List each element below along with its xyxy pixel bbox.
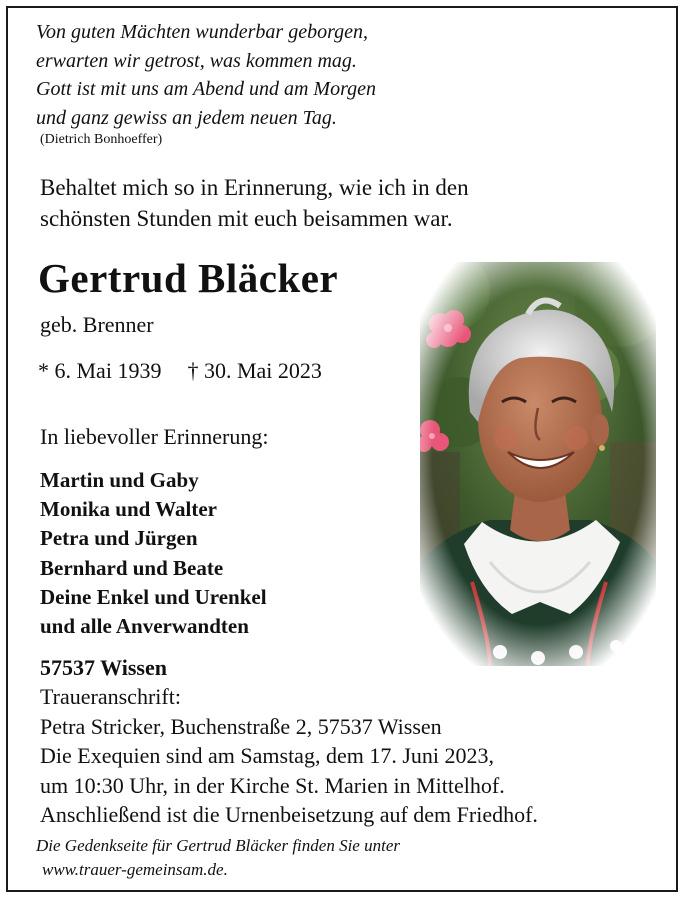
details-line: Anschließend ist die Urnenbeisetzung auf dem Friedhof.: [40, 802, 538, 828]
poem-line: und ganz gewiss an jedem neuen Tag.: [36, 106, 337, 129]
life-dates: [38, 358, 322, 384]
details-line: Traueranschrift:: [40, 684, 181, 709]
footer-text: Die Gedenkseite für Gertrud Bläcker finden Sie unter: [36, 836, 400, 855]
poem-line: Gott ist mit uns am Abend und am Morgen: [36, 78, 376, 100]
quote-line: schönsten Stunden mit euch beisammen war.: [40, 206, 453, 231]
memorial-quote: [40, 172, 469, 234]
poem-line: erwarten wir getrost, was kommen mag.: [36, 49, 357, 72]
family-member: Martin und Gaby: [40, 468, 199, 492]
details-line: Die Exequien sind am Samstag, dem 17. Juni 2023,: [40, 743, 494, 769]
memorial-footer: [36, 834, 400, 882]
death-date: † 30. Mai 2023: [187, 358, 322, 383]
details-line: Petra Stricker, Buchenstraße 2, 57537 Wissen: [40, 713, 442, 739]
memory-label: In liebevoller Erinnerung:: [40, 424, 269, 449]
details-line: um 10:30 Uhr, in der Kirche St. Marien in Mittelhof.: [40, 772, 505, 798]
quote-line: Behaltet mich so in Erinnerung, wie ich in den: [40, 175, 469, 200]
portrait-illustration: [420, 262, 656, 666]
city: 57537 Wissen: [40, 655, 167, 680]
family-list: [40, 466, 267, 641]
family-member: Bernhard und Beate: [40, 555, 224, 580]
deceased-name: Gertrud Bläcker: [38, 255, 339, 301]
funeral-details: [40, 682, 538, 830]
family-member: Monika und Walter: [40, 497, 217, 522]
family-member: Deine Enkel und Urenkel: [40, 584, 267, 609]
portrait-photo: [420, 262, 656, 666]
family-member: Petra und Jürgen: [40, 526, 198, 551]
poem-line: Von guten Mächten wunderbar geborgen,: [36, 21, 368, 43]
birth-date: * 6. Mai 1939: [38, 358, 162, 383]
poem: [36, 18, 376, 132]
poem-author: (Dietrich Bonhoeffer): [40, 132, 163, 147]
memorial-website-link[interactable]: www.trauer-gemeinsam.de.: [42, 860, 228, 879]
maiden-name: geb. Brenner: [40, 312, 154, 337]
family-member: und alle Anverwandten: [40, 614, 249, 639]
